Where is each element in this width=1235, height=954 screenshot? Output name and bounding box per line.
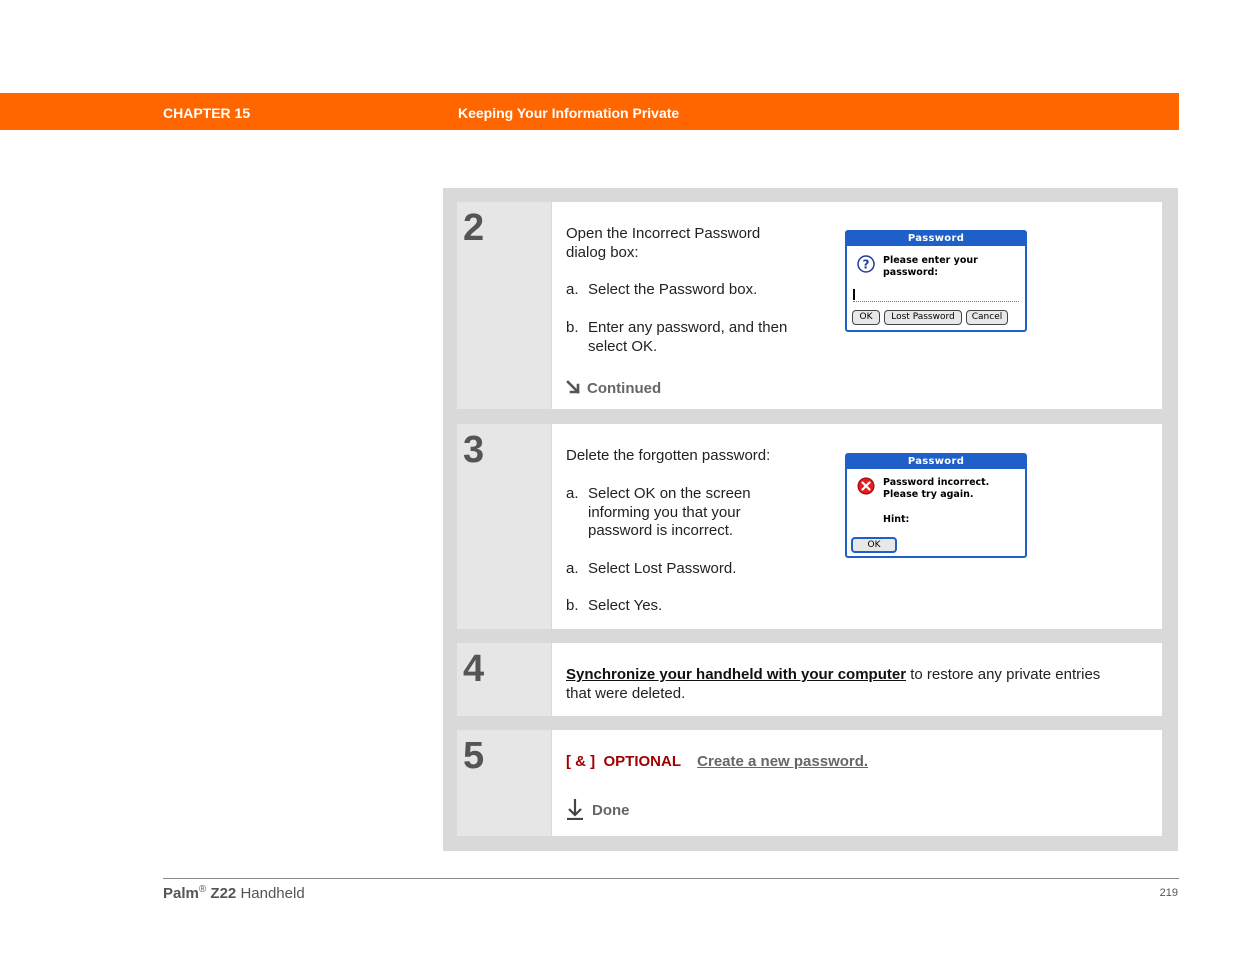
- product-name: Handheld: [240, 885, 305, 902]
- step-4: [457, 643, 1162, 716]
- dialog-message-line: Please enter your: [883, 255, 978, 266]
- substep-line: Enter any password, and then: [588, 319, 788, 336]
- step-number-cell: [457, 424, 551, 629]
- substep-item: [566, 597, 826, 617]
- step-5: [457, 730, 1162, 836]
- substep-line: select OK.: [588, 337, 658, 355]
- step-number-cell: [457, 643, 551, 716]
- step-body: [552, 730, 1162, 836]
- substep-text: Select Lost Password.: [588, 560, 737, 577]
- chapter-title: Keeping Your Information Private: [458, 105, 680, 121]
- substep-item: [566, 485, 826, 543]
- step-text: [566, 666, 1156, 703]
- ok-button[interactable]: OK: [852, 310, 880, 325]
- question-icon: [857, 255, 875, 273]
- substep-letter: b.: [566, 597, 579, 614]
- substep-letter: a.: [566, 560, 579, 577]
- svg-text:?: ?: [862, 257, 870, 272]
- done-arrow-icon: [566, 798, 584, 820]
- password-incorrect-dialog: [845, 453, 1027, 558]
- substep-text: Select the Password box.: [588, 281, 758, 298]
- text-cursor: [853, 289, 855, 300]
- footer-brand: [163, 884, 305, 902]
- substep-text: [588, 319, 828, 356]
- dialog-message-line: password:: [883, 267, 939, 278]
- cancel-button[interactable]: Cancel: [966, 310, 1008, 325]
- error-icon: [857, 477, 875, 495]
- dialog-message: [883, 255, 978, 279]
- intro-line: dialog box:: [566, 243, 639, 261]
- step-3: [457, 424, 1162, 629]
- footer-rule: [163, 878, 1179, 879]
- lost-password-button[interactable]: Lost Password: [884, 310, 962, 325]
- step-text-rest: to restore any private entries: [906, 666, 1101, 683]
- done-label: Done: [592, 802, 630, 819]
- step-intro: Delete the forgotten password:: [566, 447, 771, 464]
- continued-arrow-icon: [566, 379, 582, 395]
- step-number: 5: [463, 735, 485, 777]
- dialog-message-line: Password incorrect.: [883, 477, 990, 488]
- ok-button[interactable]: OK: [851, 537, 897, 553]
- substep-letter: a.: [566, 281, 579, 298]
- substep-item: [566, 281, 826, 301]
- optional-line: [566, 753, 868, 772]
- step-number: 2: [463, 207, 485, 249]
- substep-item: [566, 319, 826, 359]
- step-number-cell: [457, 730, 551, 836]
- chapter-label: CHAPTER 15: [163, 105, 251, 121]
- brand-name: Palm: [163, 885, 199, 902]
- step-body: [552, 643, 1162, 716]
- continued-indicator[interactable]: [566, 379, 661, 397]
- dialog-title: Password: [847, 232, 1025, 246]
- substep-item: [566, 560, 826, 580]
- registered-mark: ®: [198, 884, 207, 895]
- step-number-cell: [457, 202, 551, 409]
- step-intro: [566, 225, 760, 262]
- password-dialog: [845, 230, 1027, 332]
- password-input[interactable]: [853, 289, 1019, 302]
- continued-label: Continued: [587, 380, 662, 397]
- step-2: [457, 202, 1162, 409]
- page-number: 219: [1159, 887, 1178, 899]
- step-body: [552, 424, 1162, 629]
- step-body: [552, 202, 1162, 409]
- substep-text: [588, 485, 828, 541]
- dialog-title: Password: [847, 455, 1025, 469]
- synchronize-link[interactable]: Synchronize your handheld with your computer: [566, 666, 907, 683]
- optional-tag: [ & ] OPTIONAL: [566, 753, 681, 770]
- dialog-message: [883, 477, 989, 501]
- model-name: Z22: [210, 885, 237, 902]
- step-text-line: that were deleted.: [566, 684, 686, 702]
- substep-letter: b.: [566, 319, 579, 336]
- intro-line: Open the Incorrect Password: [566, 225, 761, 242]
- dialog-hint-label: Hint:: [883, 514, 910, 525]
- substep-line: informing you that your: [588, 503, 741, 521]
- substep-line: password is incorrect.: [588, 522, 734, 539]
- step-number: 4: [463, 648, 485, 690]
- substep-text: Select Yes.: [588, 597, 663, 614]
- substep-line: Select OK on the screen: [588, 485, 751, 502]
- create-password-link[interactable]: Create a new password.: [697, 753, 869, 770]
- dialog-message-line: Please try again.: [883, 489, 974, 500]
- substep-letter: a.: [566, 485, 579, 502]
- step-number: 3: [463, 429, 485, 471]
- done-indicator: [566, 798, 630, 820]
